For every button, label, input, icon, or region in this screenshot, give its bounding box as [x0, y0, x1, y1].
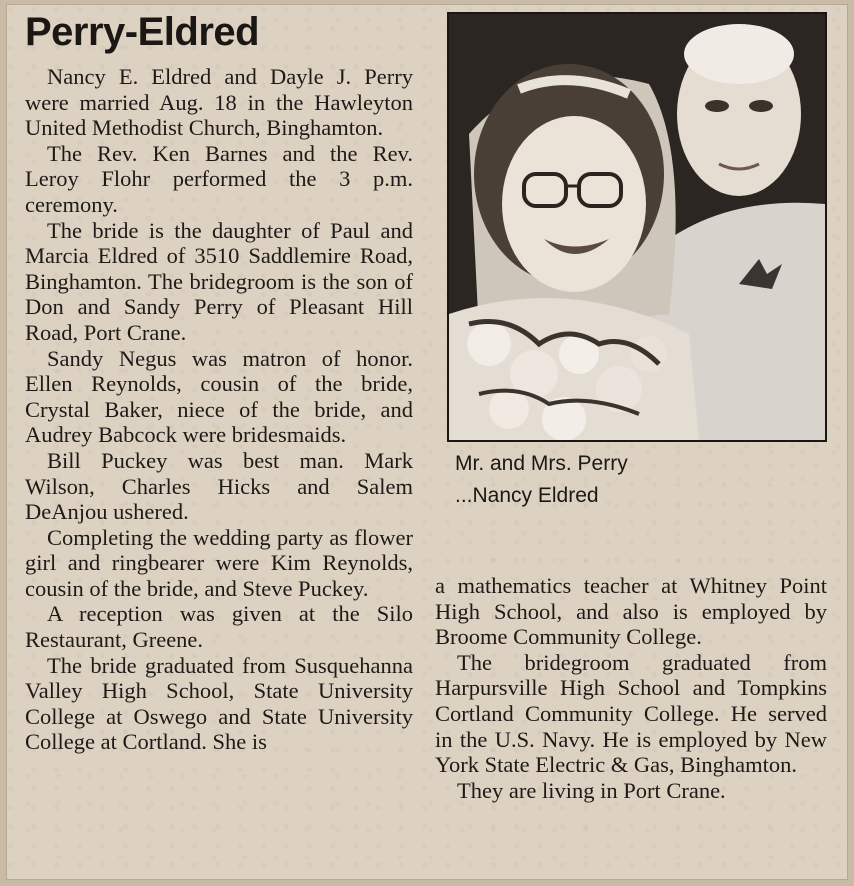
article-left-column: [25, 64, 413, 755]
couple-photo-illustration: [449, 14, 825, 440]
article-right-column: [435, 573, 827, 803]
paragraph: Completing the wedding party as flower girl and ringbearer were Kim Reynolds, cousin of the bride, and Steve Puckey.: [25, 524, 413, 601]
paragraph: They are living in Port Crane.: [457, 777, 726, 803]
paragraph: The bride graduated from Susquehanna Valley High School, State University College at Oswego and State University College at Cortland. She is: [25, 652, 413, 755]
paragraph: Sandy Negus was matron of honor. Ellen Reynolds, cousin of the bride, Crystal Baker, niece of the bride, and Audrey Babcock were bridesmaids.: [25, 345, 413, 448]
paragraph: Nancy E. Eldred and Dayle J. Perry were married Aug. 18 in the Hawleyton United Methodist Church, Binghamton.: [25, 64, 413, 141]
article-headline: Perry-Eldred: [25, 10, 260, 54]
paragraph: Bill Puckey was best man. Mark Wilson, Charles Hicks and Salem DeAnjou ushered.: [25, 447, 413, 525]
paragraph: a mathematics teacher at Whitney Point High School, and also is employed by Broome Community College.: [435, 573, 827, 650]
photo-caption-subline: ...Nancy Eldred: [455, 484, 599, 507]
wedding-photo: [447, 12, 827, 442]
photo-caption: Mr. and Mrs. Perry: [455, 452, 628, 475]
paragraph: The bridegroom graduated from Harpursville High School and Tompkins Cortland Community College. He served in the U.S. Navy. He is employed by New York State Electric & Gas, Binghamton.: [435, 649, 827, 778]
paragraph: A reception was given at the Silo Restaurant, Greene.: [25, 601, 413, 653]
paragraph: The bride is the daughter of Paul and Marcia Eldred of 3510 Saddlemire Road, Binghamton. The bridegroom is the son of Don and Sandy Perry of Pleasant Hill Road, Port Crane.: [25, 217, 413, 345]
paragraph: The Rev. Ken Barnes and the Rev. Leroy Flohr performed the 3 p.m. ceremony.: [25, 140, 413, 217]
